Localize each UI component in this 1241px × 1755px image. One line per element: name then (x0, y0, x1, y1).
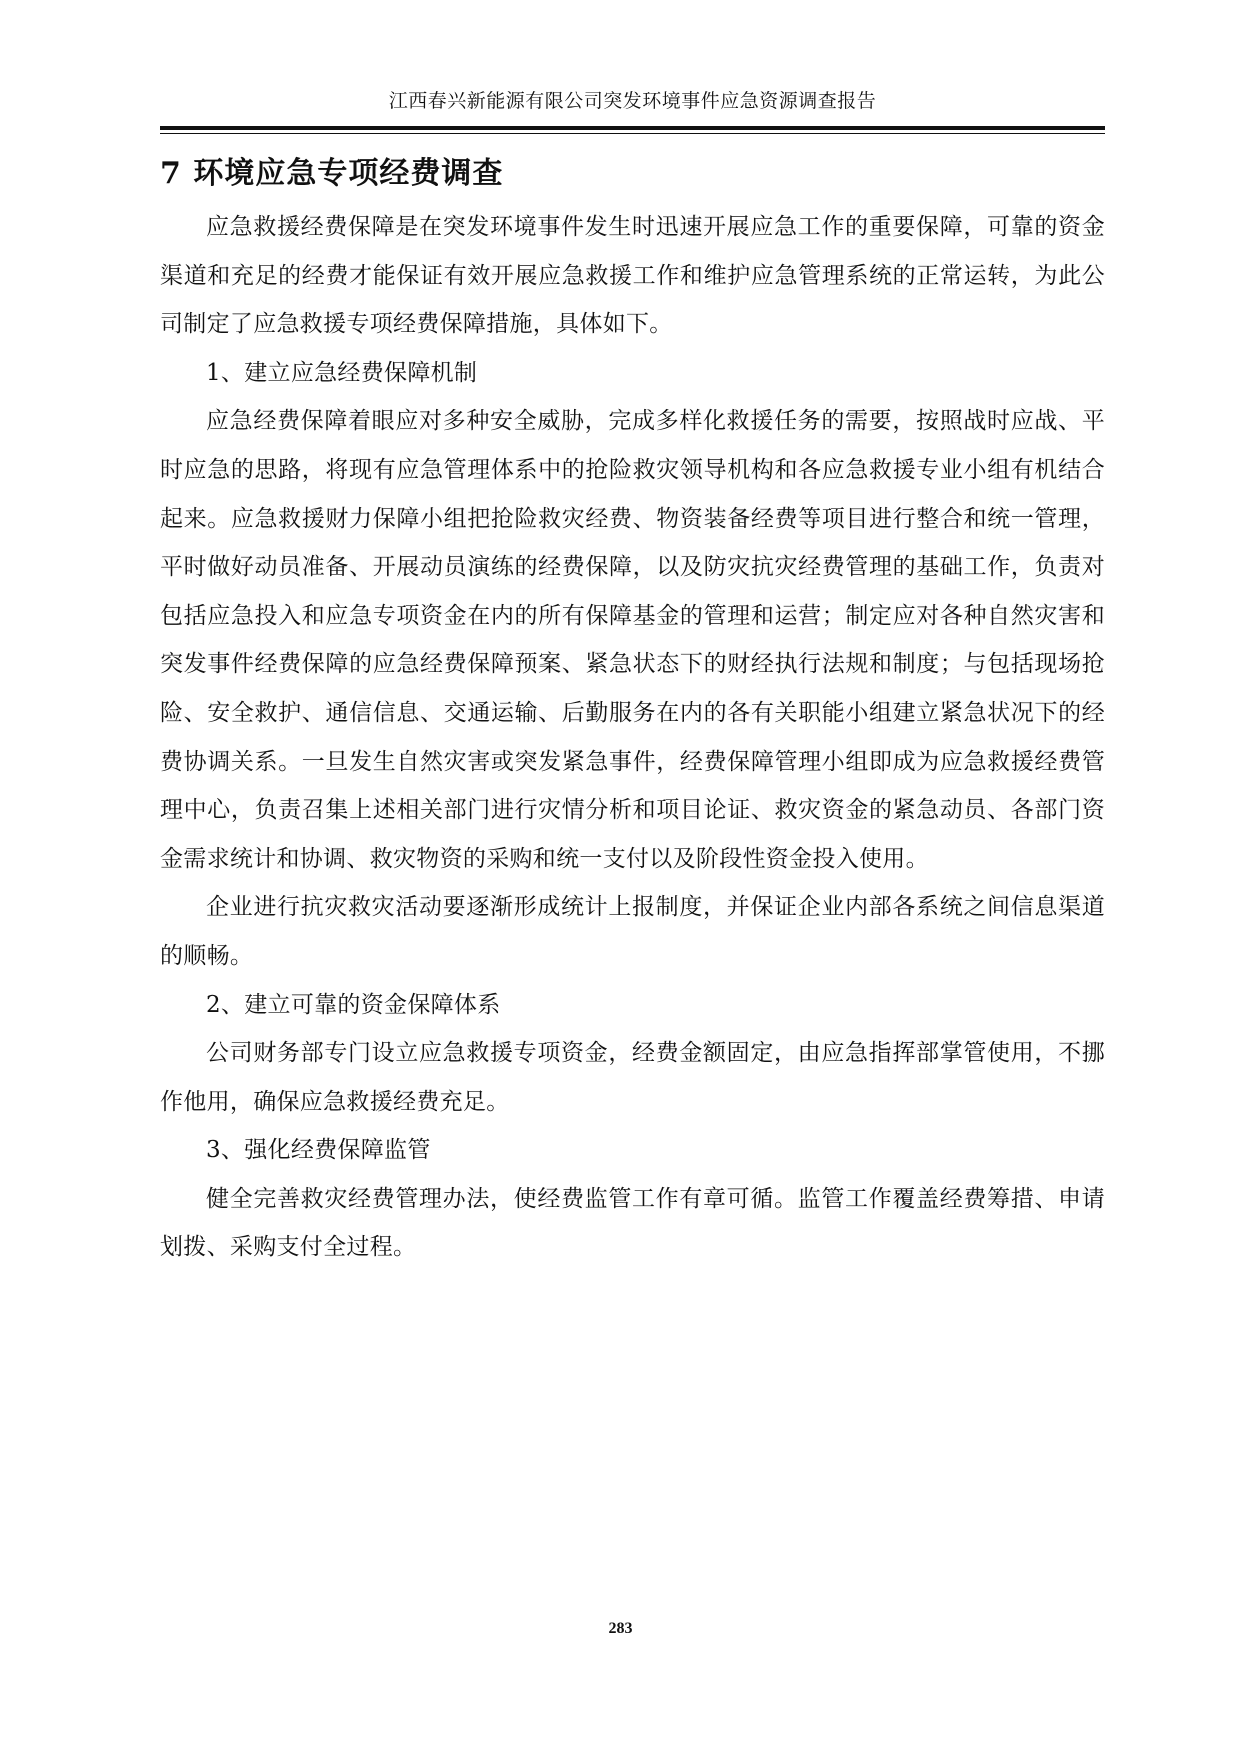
page-number: 283 (608, 1620, 633, 1637)
subheading-3: 3、强化经费保障监管 (206, 1137, 431, 1164)
paragraph-reporting: 企业进行抗灾救灾活动要逐渐形成统计上报制度，并保证企业内部各系统之间信息渠道的顺畅。 (160, 894, 1105, 969)
page-header: 江西春兴新能源有限公司突发环境事件应急资源调查报告 (388, 90, 877, 112)
paragraph-intro: 应急救援经费保障是在突发环境事件发生时迅速开展应急工作的重要保障，可靠的资金渠道和充足的经费才能保证有效开展应急救援工作和维护应急管理系统的正常运转，为此公司制定了应急救援专项经费保障措施，具体如下。 (160, 214, 1105, 338)
header-rule-thick (160, 126, 1105, 130)
paragraph-funding-system: 公司财务部专门设立应急救援专项资金，经费金额固定，由应急指挥部掌管使用，不挪作他用，确保应急救援经费充足。 (160, 1040, 1105, 1115)
subheading-2: 2、建立可靠的资金保障体系 (206, 991, 501, 1018)
body-content (160, 203, 1105, 1272)
paragraph-supervision: 健全完善救灾经费管理办法，使经费监管工作有章可循。监管工作覆盖经费筹措、申请划拨、采购支付全过程。 (160, 1185, 1105, 1261)
subheading-1: 1、建立应急经费保障机制 (206, 359, 478, 386)
section-title: 7 环境应急专项经费调查 (160, 156, 504, 191)
paragraph-mechanism: 应急经费保障着眼应对多种安全威胁，完成多样化救援任务的需要，按照战时应战、平时应急的思路，将现有应急管理体系中的抢险救灾领导机构和各应急救援专业小组有机结合起来。应急救援财力保障小组把抢险救灾经费、物资装备经费等项目进行整合和统一管理，平时做好动员准备、开展动员演练的经费保障，以及防灾抗灾经费管理的基础工作，负责对包括应急投入和应急专项资金在内的所有保障基金的管理和运营；制定应对各种自然灾害和突发事件经费保障的应急经费保障预案、紧急状态下的财经执行法规和制度；与包括现场抢险、安全救护、通信信息、交通运输、后勤服务在内的各有关职能小组建立紧急状况下的经费协调关系。一旦发生自然灾害或突发紧急事件，经费保障管理小组即成为应急救援经费管理中心，负责召集上述相关部门进行灾情分析和项目论证、救灾资金的紧急动员、各部门资金需求统计和协调、救灾物资的采购和统一支付以及阶段性资金投入使用。 (160, 408, 1105, 872)
header-rule-thin (160, 133, 1105, 134)
